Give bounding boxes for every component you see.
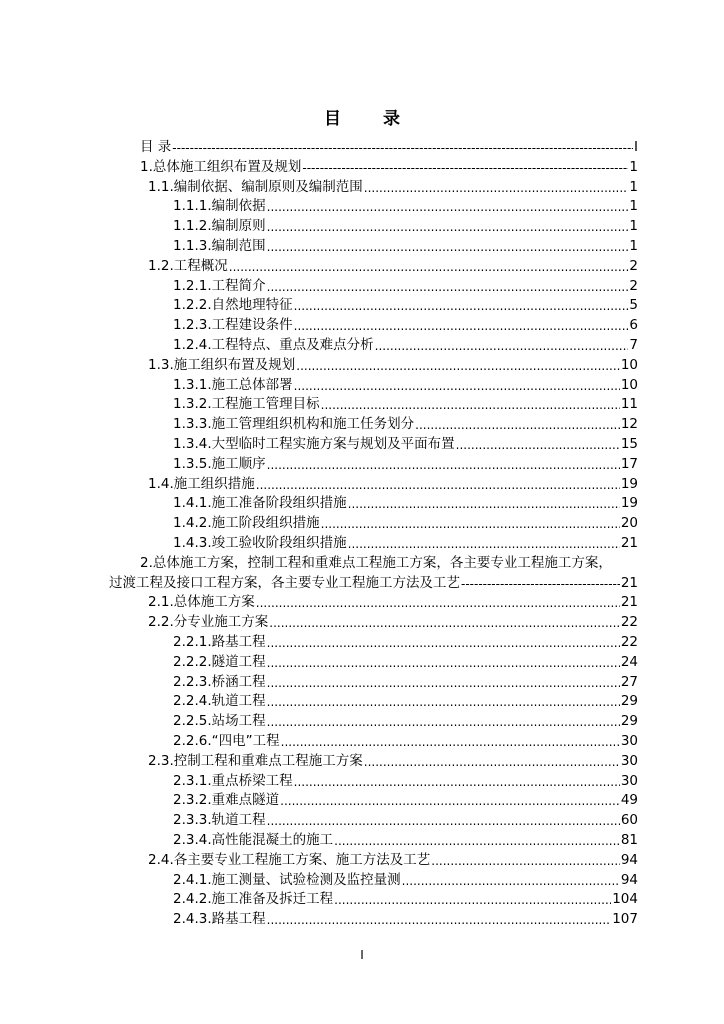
toc-entry[interactable] — [173, 294, 638, 314]
toc-entry-number: 1.1.2. — [173, 218, 212, 235]
toc-leader — [321, 397, 620, 413]
toc-entry[interactable] — [173, 809, 638, 829]
toc-entry-number: 2.4.2. — [173, 891, 212, 908]
toc-entry-title: 工程特点、重点及难点分析 — [211, 337, 374, 353]
toc-entry-title-line2: 过渡工程及接口工程方案，各主要专业工程施工方法及工艺 — [109, 574, 460, 591]
toc-entry-page: 7 — [629, 337, 638, 353]
toc-entry[interactable] — [173, 433, 638, 453]
toc-entry-title: 编制依据、编制原则及编制范围 — [173, 178, 363, 195]
toc-entry[interactable] — [173, 374, 638, 394]
toc-leader — [431, 853, 620, 869]
toc-entry-page: 17 — [620, 455, 638, 472]
toc-entry[interactable] — [148, 591, 638, 611]
toc-entry-number: 1.4.1. — [173, 495, 212, 512]
toc-entry-page: 1 — [629, 238, 638, 254]
toc-entry-page: 2 — [629, 277, 638, 294]
toc-leader — [267, 912, 612, 928]
toc-leader — [294, 378, 620, 394]
toc-entry-page: 19 — [620, 495, 638, 512]
toc-entry-page: I — [634, 139, 638, 155]
toc-entry-title: “四电”工程 — [211, 733, 280, 749]
toc-entry[interactable] — [148, 849, 638, 869]
toc-entry-page: 10 — [620, 376, 638, 393]
toc-entry[interactable] — [173, 869, 638, 889]
toc-entry-page: 22 — [620, 634, 638, 650]
toc-entry-page: 1 — [629, 158, 638, 175]
toc-entry-page: 2 — [629, 257, 638, 274]
toc-entry-title: 轨道工程 — [211, 693, 266, 710]
toc-entry-title: 施工顺序 — [211, 455, 266, 472]
toc-entry-number: 1.2.4. — [173, 337, 212, 353]
toc-entry[interactable] — [173, 275, 638, 295]
toc-entry-page: 15 — [620, 436, 638, 452]
toc-entry-page: 60 — [620, 812, 638, 829]
toc-entry[interactable] — [140, 136, 638, 156]
toc-entry[interactable] — [173, 690, 638, 710]
toc-entry-page: 5 — [629, 297, 638, 314]
toc-leader — [267, 199, 629, 215]
toc-entry[interactable] — [173, 314, 638, 334]
toc-entry-page: 29 — [620, 713, 638, 730]
toc-entry-number: 1.2. — [148, 257, 174, 274]
toc-leader — [334, 892, 611, 908]
toc-entry-title: 桥涵工程 — [211, 673, 266, 690]
toc-entry-number: 1.3.2. — [173, 396, 212, 413]
toc-entry[interactable] — [173, 631, 638, 651]
toc-leader — [269, 615, 620, 631]
toc-entry-number: 1.3.4. — [173, 436, 212, 452]
toc-entry-page: 29 — [620, 693, 638, 710]
toc-entry[interactable] — [140, 156, 638, 176]
toc-entry-title-line1[interactable]: 2.总体施工方案，控制工程和重难点工程施工方案，各主要专业工程施工方案， — [140, 554, 612, 571]
toc-entry-number: 1.3.3. — [173, 416, 212, 433]
toc-entry[interactable] — [148, 354, 638, 374]
toc-leader — [256, 595, 620, 611]
toc-entry-page: 30 — [620, 752, 638, 769]
toc-entry-title: 编制范围 — [211, 238, 266, 254]
toc-entry-page: 1 — [629, 198, 638, 215]
toc-entry-page: 21 — [620, 535, 638, 551]
toc-leader — [229, 259, 629, 275]
toc-entry-number: 2.3.4. — [173, 832, 212, 848]
toc-entry-title: 隧道工程 — [211, 653, 266, 670]
toc-entry-title: 编制原则 — [211, 218, 266, 235]
toc-entry-number: 2.1. — [148, 594, 174, 611]
toc-entry-number: 1.4.3. — [173, 535, 212, 551]
toc-entry-title: 总体施工组织布置及规划 — [152, 158, 302, 175]
toc-entry-title: 控制工程和重难点工程施工方案 — [173, 752, 363, 769]
toc-entry-number: 目 录 — [140, 139, 172, 155]
toc-leader — [321, 516, 620, 532]
toc-entry[interactable] — [173, 789, 638, 809]
toc-entry[interactable] — [173, 393, 638, 413]
toc-entry-title: 施工组织措施 — [173, 475, 255, 492]
toc-entry-number: 1.3.1. — [173, 376, 212, 393]
toc-entry-title: 站场工程 — [211, 713, 266, 730]
toc-entry-number: 2.3.3. — [173, 812, 212, 829]
toc-entry-number: 1.1.1. — [173, 198, 212, 215]
toc-entry-number: 2.3.2. — [173, 792, 212, 809]
toc-entry-title: 各主要专业工程施工方案、施工方法及工艺 — [173, 851, 431, 868]
toc-entry-number: 2.2.4. — [173, 693, 212, 710]
toc-entry[interactable] — [173, 453, 638, 473]
toc-entry[interactable] — [173, 671, 638, 691]
toc-leader — [267, 279, 629, 295]
toc-leader — [267, 655, 620, 671]
toc-entry-number: 2.2.3. — [173, 673, 212, 690]
toc-entry-title: 工程施工管理目标 — [211, 396, 320, 413]
toc-entry-title: 轨道工程 — [211, 812, 266, 829]
toc-entry[interactable] — [173, 829, 638, 849]
toc-entry-title: 大型临时工程实施方案与规划及平面布置 — [211, 436, 455, 452]
toc-leader — [302, 160, 628, 176]
toc-leader — [294, 318, 629, 334]
toc-leader — [348, 496, 620, 512]
toc-entry-number: 2.3.1. — [173, 772, 212, 789]
toc-entry-page: 1 — [629, 178, 638, 195]
toc-entry-number: 1.4. — [148, 475, 174, 492]
toc-leader — [364, 754, 620, 770]
toc-entry[interactable] — [173, 651, 638, 671]
toc-leader — [456, 437, 620, 453]
toc-entry[interactable] — [173, 908, 638, 928]
toc-entry-page: 11 — [620, 396, 638, 413]
toc-entry[interactable] — [173, 888, 638, 908]
toc-entry-number: 1.3.5. — [173, 455, 212, 472]
toc-leader — [267, 813, 620, 829]
toc-entry[interactable] — [148, 473, 638, 493]
toc-entry-title: 总体施工方案 — [173, 594, 255, 611]
toc-leader — [267, 239, 629, 255]
toc-entry-number: 2.2. — [148, 614, 174, 631]
toc-entry-number: 1.2.1. — [173, 277, 212, 294]
toc-entry-page: 10 — [620, 356, 638, 373]
toc-entry-page: 24 — [620, 653, 638, 670]
toc-leader — [267, 675, 620, 691]
toc-entry[interactable] — [173, 770, 638, 790]
toc-entry-number: 1.2.3. — [173, 317, 212, 334]
toc-entry-page: 94 — [620, 871, 638, 888]
toc-entry[interactable] — [173, 492, 638, 512]
toc-entry-page: 22 — [620, 614, 638, 631]
toc-entry-number: 2.2.5. — [173, 713, 212, 730]
toc-entry-page: 104 — [612, 891, 638, 908]
toc-leader — [375, 338, 629, 354]
toc-leader — [267, 635, 620, 651]
toc-entry-title: 编制依据 — [211, 198, 266, 215]
toc-entry[interactable] — [109, 572, 638, 592]
toc-entry-page: 1 — [629, 218, 638, 235]
toc-entry-title: 施工准备阶段组织措施 — [211, 495, 347, 512]
toc-leader — [334, 833, 620, 849]
toc-entry-title: 自然地理特征 — [211, 297, 293, 314]
toc-entry-title: 路基工程 — [211, 911, 266, 928]
toc-leader — [281, 734, 620, 750]
toc-entry-number: 1.1.3. — [173, 238, 212, 254]
toc-leader — [294, 298, 629, 314]
toc-entry-number: 2.4.3. — [173, 911, 212, 928]
toc-entry[interactable] — [148, 750, 638, 770]
toc-leader — [256, 477, 620, 493]
toc-entry[interactable] — [148, 255, 638, 275]
toc-entry[interactable] — [173, 195, 638, 215]
toc-entry[interactable] — [173, 215, 638, 235]
toc-entry-title: 重点桥梁工程 — [211, 772, 293, 789]
toc-leader — [461, 576, 620, 592]
toc-entry-number: 1. — [140, 158, 153, 175]
toc-entry[interactable] — [173, 512, 638, 532]
toc-entry-page: 49 — [620, 792, 638, 809]
page-number: I — [360, 948, 364, 962]
toc-entry-title: 工程建设条件 — [211, 317, 293, 334]
toc-entry-title: 路基工程 — [211, 634, 266, 650]
toc-entry-number: 1.4.2. — [173, 515, 212, 532]
toc-entry-page: 94 — [620, 851, 638, 868]
toc-leader — [267, 714, 620, 730]
toc-entry-title: 高性能混凝土的施工 — [211, 832, 334, 848]
toc-leader — [267, 219, 629, 235]
toc-entry-number: 2.3. — [148, 752, 174, 769]
toc-leader — [348, 536, 620, 552]
toc-entry-number: 2.4.1. — [173, 871, 212, 888]
toc-entry-number: 1.3. — [148, 356, 174, 373]
toc-entry-page: 107 — [612, 911, 638, 928]
toc-entry-page: 21 — [620, 574, 638, 591]
toc-entry[interactable] — [173, 235, 638, 255]
toc-entry-number: 1.1. — [148, 178, 174, 195]
toc-entry-title: 施工组织布置及规划 — [173, 356, 296, 373]
toc-entry-title: 工程简介 — [211, 277, 266, 294]
toc-entry-title: 分专业施工方案 — [173, 614, 269, 631]
toc-entry-title: 施工准备及拆迁工程 — [211, 891, 334, 908]
toc-leader — [267, 457, 620, 473]
toc-entry-page: 20 — [620, 515, 638, 532]
toc-leader — [415, 417, 620, 433]
toc-entry-number: 1.2.2. — [173, 297, 212, 314]
toc-entry[interactable] — [173, 334, 638, 354]
toc-entry-title: 施工测量、试验检测及监控量测 — [211, 871, 401, 888]
toc-entry-page: 30 — [620, 772, 638, 789]
toc-entry-page: 12 — [620, 416, 638, 433]
toc-entry-page: 27 — [620, 673, 638, 690]
toc-entry-number: 2.2.6. — [173, 733, 212, 749]
toc-entry-number: 2.4. — [148, 851, 174, 868]
toc-entry-page: 81 — [620, 832, 638, 848]
toc-leader — [402, 873, 620, 889]
toc-entry-number: 2.2.1. — [173, 634, 212, 650]
toc-leader — [294, 774, 620, 790]
toc-entry-title: 施工管理组织机构和施工任务划分 — [211, 416, 415, 433]
toc-leader — [280, 793, 620, 809]
toc-entry[interactable] — [173, 413, 638, 433]
toc-entry-title: 施工阶段组织措施 — [211, 515, 320, 532]
toc-entry-title: 重难点隧道 — [211, 792, 280, 809]
toc-entry-page: 21 — [620, 594, 638, 611]
toc-entry-page: 30 — [620, 733, 638, 749]
toc-leader — [172, 140, 633, 156]
page-title: 目 录 — [324, 109, 418, 129]
toc-leader — [364, 180, 629, 196]
toc-entry-title: 施工总体部署 — [211, 376, 293, 393]
toc-entry[interactable] — [173, 730, 638, 750]
toc-entry[interactable] — [148, 176, 638, 196]
toc-entry-title: 工程概况 — [173, 257, 228, 274]
toc-entry-page: 19 — [620, 475, 638, 492]
toc-entry-title: 竣工验收阶段组织措施 — [211, 535, 347, 551]
toc-entry[interactable] — [173, 710, 638, 730]
toc-entry-number: 2.2.2. — [173, 653, 212, 670]
toc-entry-page: 6 — [629, 317, 638, 334]
toc-leader — [296, 358, 620, 374]
toc-entry[interactable] — [173, 532, 638, 552]
toc-leader — [267, 694, 620, 710]
toc-entry[interactable] — [148, 611, 638, 631]
